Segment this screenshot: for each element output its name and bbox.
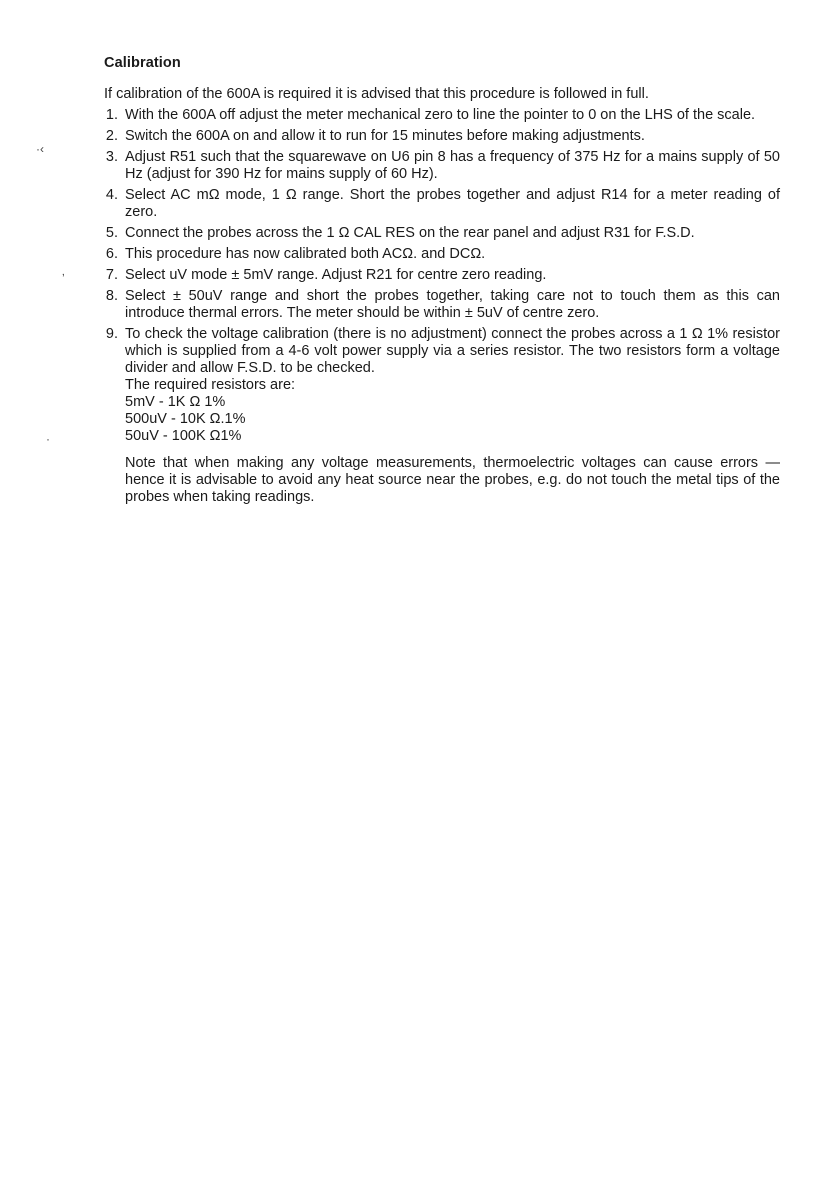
resistor-item: 5mV - 1K Ω 1%	[125, 394, 226, 410]
step-number: 9.	[105, 326, 118, 342]
step-number: 4.	[105, 187, 118, 203]
step-item	[96, 128, 780, 145]
step-item	[96, 107, 780, 124]
step-text: With the 600A off adjust the meter mechanical zero to line the pointer to 0 on the LHS of the scale.	[125, 107, 756, 123]
step-item	[96, 246, 780, 263]
step-item	[96, 225, 780, 242]
step-item	[96, 267, 780, 284]
step-text: Select ± 50uV range and short the probes together, taking care not to touch them as this can introduce thermal errors. The meter should be within ± 5uV of centre zero.	[125, 288, 780, 321]
step-item	[96, 288, 780, 322]
step-text: Adjust R51 such that the squarewave on U6 pin 8 has a frequency of 375 Hz for a mains supply of 50 Hz (adjust for 390 Hz for mains supply of 60 Hz).	[125, 149, 780, 182]
step-item	[96, 187, 780, 221]
step-number: 3.	[105, 149, 118, 165]
margin-mark: ·	[46, 432, 50, 446]
step-text: To check the voltage calibration (there is no adjustment) connect the probes across a 1 Ω 1% resistor which is supplied from a 4-6 volt power supply via a series resistor. The two resistors form a voltage divider and allow F.S.D. to be checked.	[125, 326, 780, 376]
resistor-item: 50uV - 100K Ω1%	[125, 428, 242, 444]
intro-paragraph: If calibration of the 600A is required it is advised that this procedure is followed in full.	[104, 86, 649, 102]
step-item	[96, 326, 780, 506]
step-text: Connect the probes across the 1 Ω CAL RES on the rear panel and adjust R31 for F.S.D.	[125, 225, 695, 241]
step-text: This procedure has now calibrated both ACΩ. and DCΩ.	[125, 246, 486, 262]
step-number: 7.	[105, 267, 118, 283]
section-heading: Calibration	[104, 55, 181, 71]
margin-mark: ‚	[62, 264, 65, 278]
step-text: Select uV mode ± 5mV range. Adjust R21 for centre zero reading.	[125, 267, 547, 283]
step-text: Select AC mΩ mode, 1 Ω range. Short the probes together and adjust R14 for a meter reading of zero.	[125, 187, 780, 220]
step-item	[96, 149, 780, 183]
step-number: 8.	[105, 288, 118, 304]
resistor-list-intro: The required resistors are:	[125, 377, 296, 393]
margin-mark: ·‹	[36, 142, 44, 156]
resistor-item: 500uV - 10K Ω.1%	[125, 411, 246, 427]
calibration-steps	[96, 107, 780, 510]
step-number: 6.	[105, 246, 118, 262]
resistor-list	[125, 377, 780, 445]
note-paragraph: Note that when making any voltage measurements, thermoelectric voltages can cause errors — hence it is advisable to avoid any heat source near the probes, e.g. do not touch the metal tips of the probes when taking readings.	[125, 455, 780, 505]
step-text: Switch the 600A on and allow it to run for 15 minutes before making adjustments.	[125, 128, 645, 144]
step-number: 5.	[105, 225, 118, 241]
step-number: 2.	[105, 128, 118, 144]
step-number: 1.	[105, 107, 118, 123]
